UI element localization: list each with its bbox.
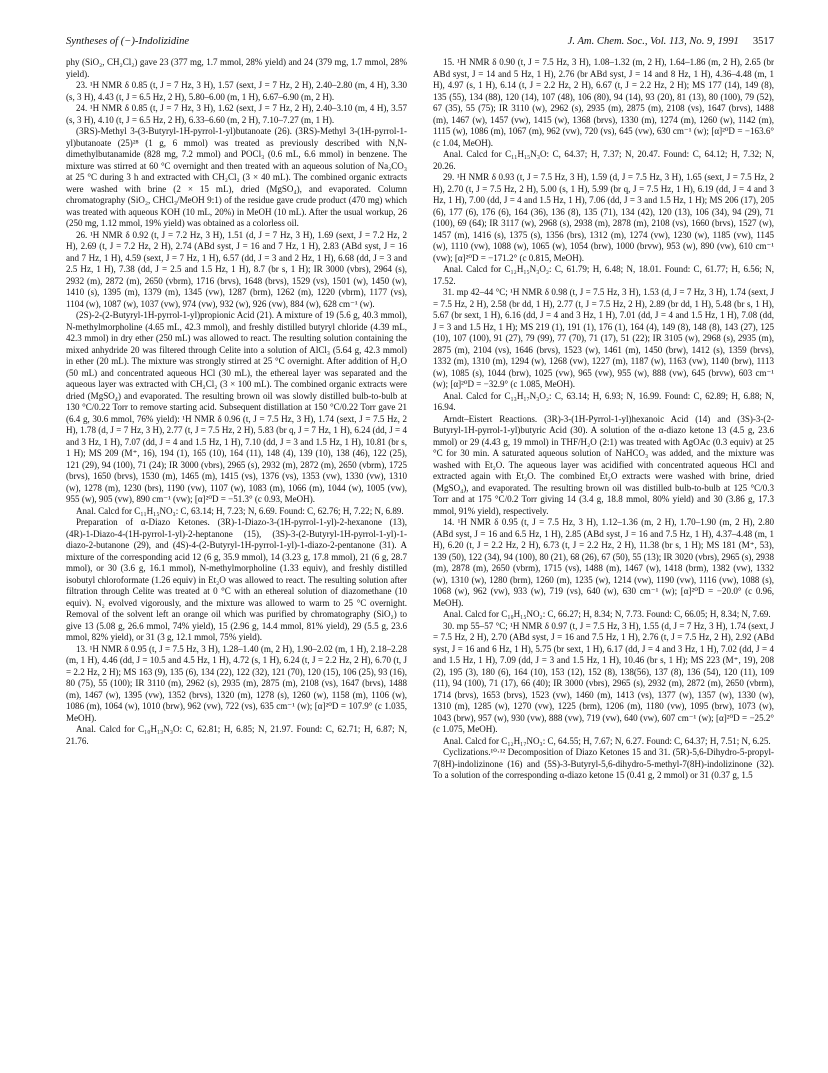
page-number: 3517	[752, 36, 774, 47]
paragraph: Preparation of α-Diazo Ketones. (3R)-1-Diazo-3-(1H-pyrrol-1-yl)-2-hexanone (13), (4R)-1-Diazo-4-(1H-pyrrol-1-yl)-2-heptanone (15), (3S)-3-(2-Butyryl-1H-pyrrol-1-yl)-1-diazo-2-butanone (29), and (4S)-4-(2-Butyryl-1H-pyrrol-1-yl)-1-diazo-2-pentanone (31). A mixture of the corresponding acid 12 (6 g, 35.9 mmol), 14 (3.23 g, 17.8 mmol), 21 (6 g, 28.7 mmol), or 30 (3.6 g, 16.1 mmol), N-methylmorpholine (1.33 equiv), and freshly distilled isobutyl chloroformate (1.26 equiv) in Et₂O was allowed to react. The resulting solution after filtration through Celite was treated at 0 °C with an ethereal solution of diazomethane (10 equiv). N₂ evolved vigorously, and the mixture was allowed to warm to 25 °C overnight. Removal of the solvent left an orange oil which was purified by chromatography (SiO₂) to give 13 (5.08 g, 26.6 mmol, 74% yield), 15 (2.96 g, 14.4 mmol, 81% yield), 29 (5.5 g, 23.6 mmol, 82% yield), or 31 (3 g, 12.1 mmol, 75% yield).	[66, 517, 407, 642]
paragraph: Anal. Calcd for C₁₁H₁₅NO₃: C, 63.14; H, 7.23; N, 6.69. Found: C, 62.76; H, 7.22; N, 6.89.	[76, 505, 404, 516]
paragraph: Anal. Calcd for C₁₀H₁₃N₃O: C, 62.81; H, 6.85; N, 21.97. Found: C, 62.71; H, 6.87; N, 21.76.	[66, 724, 407, 746]
paragraph: 30. mp 55–57 °C; ¹H NMR δ 0.97 (t, J = 7.5 Hz, 3 H), 1.55 (d, J = 7 Hz, 3 H), 1.74 (sext, J = 7.5 Hz, 2 H), 2.70 (ABd syst, J = 16 and 7.5 Hz, 1 H), 2.76 (t, J = 7.5 Hz, 2 H), 2.92 (ABd syst, J = 16 and 6 Hz, 1 H), 5.75 (br sext, 1 H), 6.17 (dd, J = 4 and 3 Hz, 1 H), 7.02 (dd, J = 4 and 1.5 Hz, 1 H), 7.09 (dd, J = 3 and 1.5 Hz, 1 H), 10.46 (br s, 1 H); MS 223 (M⁺, 19), 208 (2), 195 (3), 180 (6), 164 (10), 153 (12), 152 (8), 138(56), 137 (8), 136 (54), 120 (11), 109 (11), 94 (100), 71 (17), 66 (40); IR 3000 (vbrs), 2965 (s), 2932 (m), 2872 (m), 2650 (vbrm), 1714 (brvs), 1653 (brvs), 1523 (vw), 1460 (m), 1413 (vs), 1377 (w), 1357 (w), 1330 (w), 1310 (m), 1285 (w), 1270 (vw), 1225 (brm), 1206 (m), 1180 (vw), 1095 (brw), 1073 (w), 1043 (brw), 957 (w), 930 (vw), 888 (vw), 719 (vw), 640 (vw), 607 cm⁻¹ (w); [α]²⁰D = −25.2° (c 1.075, MeOH).	[433, 620, 774, 734]
paragraph: phy (SiO₂, CH₂Cl₂) gave 23 (377 mg, 1.7 mmol, 28% yield) and 24 (379 mg, 1.7 mmol, 28% yield).	[66, 57, 407, 79]
paragraph: Anal. Calcd for C₁₃H₁₇N₃O₂: C, 63.14; H, 6.93; N, 16.99. Found: C, 62.89; H, 6.88; N, 16.94.	[433, 390, 774, 412]
journal-name: J. Am. Chem. Soc., Vol. 113, No. 9, 1991	[567, 36, 739, 47]
paragraph: 23. ¹H NMR δ 0.85 (t, J = 7 Hz, 3 H), 1.57 (sext, J = 7 Hz, 2 H), 2.40–2.80 (m, 4 H), 3.30 (s, 3 H), 4.43 (t, J = 6.5 Hz, 2 H), 5.80–6.00 (m, 1 H), 6.67–6.90 (m, 2 H).	[66, 80, 407, 102]
paragraph: 29. ¹H NMR δ 0.93 (t, J = 7.5 Hz, 3 H), 1.59 (d, J = 7.5 Hz, 3 H), 1.65 (sext, J = 7.5 Hz, 2 H), 2.70 (t, J = 7.5 Hz, 2 H), 5.00 (s, 1 H), 5.99 (br q, J = 7.5 Hz, 1 H), 6.19 (dd, J = 4 and 3 Hz, 1 H), 7.00 (dd, J = 4 and 1.5 Hz, 1 H), 7.06 (dd, J = 3 and 1.5 Hz, 1 H); MS 206 (17), 205 (6), 177 (6), 176 (6), 164 (36), 136 (8), 135 (71), 134 (42), 120 (13), 106 (34), 94 (29), 71 (100), 69 (64); IR 3117 (w), 2968 (s), 2938 (m), 2878 (m), 2108 (vs), 1660 (brvs), 1527 (w), 1457 (m), 1416 (s), 1375 (s), 1356 (brs), 1312 (m), 1274 (vw), 1230 (w), 1185 (vw), 1145 (w), 1110 (vw), 1088 (w), 1065 (w), 1054 (brw), 1000 (brvw), 953 (w), 890 (vw), 610 cm⁻¹ (vw); [α]²⁰D = −171.2° (c 0.815, MeOH).	[433, 172, 774, 263]
paragraph: 26. ¹H NMR δ 0.92 (t, J = 7.2 Hz, 3 H), 1.51 (d, J = 7 Hz, 3 H), 1.69 (sext, J = 7.2 Hz, 2 H), 2.69 (t, J = 7.2 Hz, 2 H), 2.74 (ABd syst, J = 16 and 7 Hz, 1 H), 2.83 (ABd syst, J = 16 and 7 Hz, 1 H), 4.59 (sext, J = 7 Hz, 1 H), 6.57 (dd, J = 3 and 2 Hz, 1 H), 6.68 (dd, J = 3 and 2.5 Hz, 1 H), 7.38 (dd, J = 2.5 and 1.5 Hz, 1 H), 8.7 (br s, 1 H); IR 3000 (vbrs), 2964 (s), 2932 (m), 2872 (m), 2650 (vbrm), 1716 (brvs), 1648 (brvs), 1529 (vs), 1501 (w), 1450 (w), 1410 (s), 1395 (m), 1379 (m), 1345 (vw), 1287 (brm), 1262 (m), 1220 (vbrm), 1177 (vs), 1104 (w), 1087 (w), 1037 (vw), 974 (vw), 932 (w), 926 (vw), 884 (w), 628 cm⁻¹ (w).	[66, 229, 407, 309]
left-text-column	[66, 57, 407, 1062]
paragraph: (3RS)-Methyl 3-(3-Butyryl-1H-pyrrol-1-yl)butanoate (26). (3RS)-Methyl 3-(1H-pyrrol-1-yl)butanoate (25)²⁸ (1 g, 6 mmol) was treated as previously described with N,N-dimethylbutanamide (828 mg, 7.2 mmol) and POCl₃ (0.6 mL, 6.6 mmol) in benzene. The mixture was stirred at 60 °C overnight and then treated with an aqueous solution of Na₂CO₃ at 25 °C during 3 h and extracted with CH₂Cl₂ (3 × 40 mL). The combined organic extracts were washed with brine (2 × 15 mL), dried (MgSO₄), and evaporated. Column chromatography (SiO₂, CHCl₃/MeOH 9:1) of the residue gave crude product (470 mg) which was treated with aqueous KOH (10 mL, 20%) in MeOH (10 mL). After the usual workup, 26 (250 mg, 1.12 mmol, 19% yield) was obtained as a colorless oil.	[66, 126, 407, 228]
paragraph: Anal. Calcd for C₁₁H₁₅N₃O: C, 64.37; H, 7.37; N, 20.47. Found: C, 64.12; H, 7.32; N, 20.26.	[433, 149, 774, 171]
paragraph: (2S)-2-(2-Butyryl-1H-pyrrol-1-yl)propionic Acid (21). A mixture of 19 (5.6 g, 40.3 mmol), N-methylmorpholine (4.65 mL, 42.3 mmol), and freshly distilled butyryl chloride (4.39 mL, 42.3 mmol) in dry ether (250 mL) was allowed to react. The resulting solution containing the mixed anhydride 20 was filtered through Celite into a solution of AlCl₃ (5.64 g, 42.3 mmol) in ether (20 mL). The mixture was strongly stirred at 25 °C overnight. After addition of H₂O (50 mL) and concentrated aqueous HCl (30 mL), the ethereal layer was separated and the aqueous layer was extracted with CH₂Cl₂ (3 × 100 mL). The combined organic extracts were dried (MgSO₄) and evaporated. The resulting brown oil was slowly distilled bulb-to-bulb at 130 °C/0.22 Torr to remove starting acid. Subsequent distillation at 150 °C/0.22 Torr gave 21 (6.4 g, 30.6 mmol, 76% yield): ¹H NMR δ 0.96 (t, J = 7.5 Hz, 3 H), 1.74 (sext, J = 7.5 Hz, 2 H), 1.78 (d, J = 7 Hz, 3 H), 2.77 (t, J = 7.5 Hz, 2 H), 5.83 (br q, J = 7 Hz, 1 H), 6.24 (dd, J = 4 and 3 Hz, 1 H), 7.07 (dd, J = 4 and 1.5 Hz, 1 H), 7.10 (dd, J = 3 and 1.5 Hz, 1 H), 10.81 (br s, 1 H); MS 209 (M⁺, 16), 194 (1), 165 (10), 164 (11), 148 (4), 139 (10), 138 (46), 122 (25), 121 (29), 94 (100), 71 (24); IR 3000 (vbrs), 2965 (s), 2932 (m), 2872 (m), 2650 (vbrm), 1725 (brvs), 1650 (brvs), 1530 (m), 1465 (m), 1415 (vs), 1376 (vs), 1353 (vw), 1330 (vw), 1310 (w), 1278 (m), 1230 (brs), 1190 (vw), 1107 (w), 1083 (m), 1066 (m), 1044 (w), 1005 (vw), 955 (w), 905 (vw), 890 cm⁻¹ (vw); [α]²⁰D = −51.3° (c 0.93, MeOH).	[66, 310, 407, 504]
paragraph: Cyclizations.¹⁰·¹² Decomposition of Diazo Ketones 15 and 31. (5R)-5,6-Dihydro-5-propyl-7(8H)-indolizinone (16) and (5S)-3-Butyryl-5,6-dihydro-5-methyl-7(8H)-indolizinone (32). To a solution of the corresponding α-diazo ketone 15 (0.41 g, 2 mmol) or 31 (0.37 g, 1.5	[433, 747, 774, 780]
paragraph: 13. ¹H NMR δ 0.95 (t, J = 7.5 Hz, 3 H), 1.28–1.40 (m, 2 H), 1.90–2.02 (m, 1 H), 2.18–2.28 (m, 1 H), 4.46 (dd, J = 10.5 and 4.5 Hz, 1 H), 4.72 (s, 1 H), 6.24 (t, J = 2.2 Hz, 2 H), 6.70 (t, J = 2.2 Hz, 2 H); MS 163 (9), 135 (6), 134 (22), 122 (32), 121 (70), 120 (15), 106 (25), 93 (16), 80 (75), 55 (100); IR 3110 (m), 2962 (s), 2935 (m), 2875 (m), 2108 (vs), 1647 (brvs), 1488 (m), 1467 (w), 1395 (vw), 1352 (brvs), 1320 (m), 1278 (s), 1260 (w), 1158 (m), 1106 (w), 1086 (m), 1064 (w), 1010 (brw), 962 (vw), 722 (vs), 635 cm⁻¹ (w); [α]²⁰D = 107.9° (c 1.035, MeOH).	[66, 643, 407, 723]
paragraph: Anal. Calcd for C₁₂H₁₇NO₃: C, 64.55; H, 7.67; N, 6.27. Found: C, 64.37; H, 7.51; N, 6.25.	[443, 735, 771, 746]
running-title: Syntheses of (−)-Indolizidine	[66, 36, 190, 47]
paragraph: Anal. Calcd for C₁₂H₁₅N₃O₂: C, 61.79; H, 6.48; N, 18.01. Found: C, 61.77; H, 6.56; N, 17.52.	[433, 264, 774, 286]
right-text-column	[433, 57, 774, 1062]
paragraph: 15. ¹H NMR δ 0.90 (t, J = 7.5 Hz, 3 H), 1.08–1.32 (m, 2 H), 1.64–1.86 (m, 2 H), 2.65 (br ABd syst, J = 14 and 5 Hz, 1 H), 2.76 (br ABd syst, J = 14 and 8 Hz, 1 H), 4.36–4.48 (m, 1 H), 4.97 (s, 1 H), 6.14 (t, J = 2.2 Hz, 2 H), 6.67 (t, J = 2.2 Hz, 2 H); MS 177 (14), 149 (8), 135 (55), 134 (88), 120 (14), 107 (48), 106 (80), 94 (14), 93 (20), 81 (13), 80 (100), 79 (52), 67 (35), 55 (75); IR 3110 (w), 2962 (s), 2935 (m), 2875 (m), 2108 (vs), 1647 (brvs), 1488 (m), 1467 (w), 1457 (vw), 1415 (w), 1368 (brvs), 1330 (m), 1274 (m), 1260 (w), 1142 (m), 1115 (w), 1086 (m), 1067 (m), 962 (vw), 720 (vs), 645 (vw), 630 cm⁻¹ (w); [α]²⁰D = −163.6° (c 1.04, MeOH).	[433, 57, 774, 148]
journal-citation	[568, 36, 774, 47]
paragraph: 14. ¹H NMR δ 0.95 (t, J = 7.5 Hz, 3 H), 1.12–1.36 (m, 2 H), 1.70–1.90 (m, 2 H), 2.80 (ABd syst, J = 16 and 6.5 Hz, 1 H), 2.85 (ABd syst, J = 16 and 7.5 Hz, 1 H), 4.37–4.48 (m, 1 H), 6.20 (t, J = 2.2 Hz, 2 H), 6.73 (t, J = 2.2 Hz, 2 H), 11.38 (br s, 1 H); MS 181 (M⁺, 53), 139 (50), 122 (34), 94 (100), 80 (21), 68 (26), 67 (50), 55 (13); IR 3020 (vbrs), 2965 (s), 2938 (m), 2878 (m), 2650 (vbrm), 1715 (vs), 1488 (m), 1467 (w), 1418 (brm), 1382 (vw), 1332 (w), 1310 (w), 1280 (brm), 1260 (m), 1235 (w), 1214 (vw), 1190 (vw), 1116 (vw), 1088 (s), 1068 (w), 962 (vw), 933 (w), 719 (vs), 640 (w), 630 cm⁻¹ (w); [α]²⁰D = −20.0° (c 0.96, MeOH).	[433, 517, 774, 608]
paragraph: Arndt–Eistert Reactions. (3R)-3-(1H-Pyrrol-1-yl)hexanoic Acid (14) and (3S)-3-(2-Butyryl-1H-pyrrol-1-yl)butyric Acid (30). A solution of the α-diazo ketone 13 (4.5 g, 23.6 mmol) or 29 (4.43 g, 19 mmol) in THF/H₂O (2:1) was treated with AgOAc (0.3 equiv) at 25 °C for 30 min. A saturated aqueous solution of NaHCO₃ was added, and the mixture was washed with Et₂O. The aqueous layer was acidified with concentrated aqueous HCl and extracted again with Et₂O. The combined Et₂O extracts were washed with brine, dried (MgSO₄), and evaporated. The resulting brown oil was distilled bulb-to-bulb at 125 °C/0.3 Torr and at 175 °C/0.2 Torr giving 14 (3.4 g, 18.8 mmol, 80% yield) and 30 (3.86 g, 17.3 mmol, 91% yield), respectively.	[433, 413, 774, 516]
running-head	[66, 36, 774, 52]
paragraph: 31. mp 42–44 °C; ¹H NMR δ 0.98 (t, J = 7.5 Hz, 3 H), 1.53 (d, J = 7 Hz, 3 H), 1.74 (sext, J = 7.5 Hz, 2 H), 2.58 (br dd, 1 H), 2.77 (t, J = 7.5 Hz, 2 H), 2.89 (br dd, 1 H), 5.48 (br s, 1 H), 5.67 (br sext, 1 H), 6.16 (dd, J = 4 and 3 Hz, 1 H), 7.01 (dd, J = 4 and 1.5 Hz, 1 H), 7.08 (dd, J = 3 and 1.5 Hz, 1 H); MS 219 (1), 191 (1), 176 (1), 164 (4), 149 (8), 148 (8), 143 (27), 125 (10), 107 (100), 91 (27), 79 (99), 77 (70), 71 (17), 51 (22); IR 3105 (w), 2968 (s), 2935 (m), 2875 (m), 2104 (vs), 1646 (brvs), 1523 (w), 1461 (m), 1450 (brw), 1412 (s), 1359 (brvs), 1332 (m), 1310 (m), 1294 (w), 1268 (vw), 1227 (m), 1187 (w), 1163 (vw), 1140 (brw), 1113 (w), 1085 (s), 1044 (brw), 1025 (vw), 965 (vw), 955 (w), 888 (vw), 645 (brvw), 603 cm⁻¹ (w); [α]²⁰D = −32.9° (c 1.085, MeOH).	[433, 287, 774, 389]
paragraph: Anal. Calcd for C₁₀H₁₅NO₂: C, 66.27; H, 8.34; N, 7.73. Found: C, 66.05; H, 8.34; N, 7.69.	[443, 609, 771, 619]
paragraph: 24. ¹H NMR δ 0.85 (t, J = 7 Hz, 3 H), 1.62 (sext, J = 7 Hz, 2 H), 2.40–3.10 (m, 4 H), 3.57 (s, 3 H), 4.10 (t, J = 6.5 Hz, 2 H), 6.33–6.60 (m, 2 H), 7.10–7.27 (m, 1 H).	[66, 103, 407, 125]
